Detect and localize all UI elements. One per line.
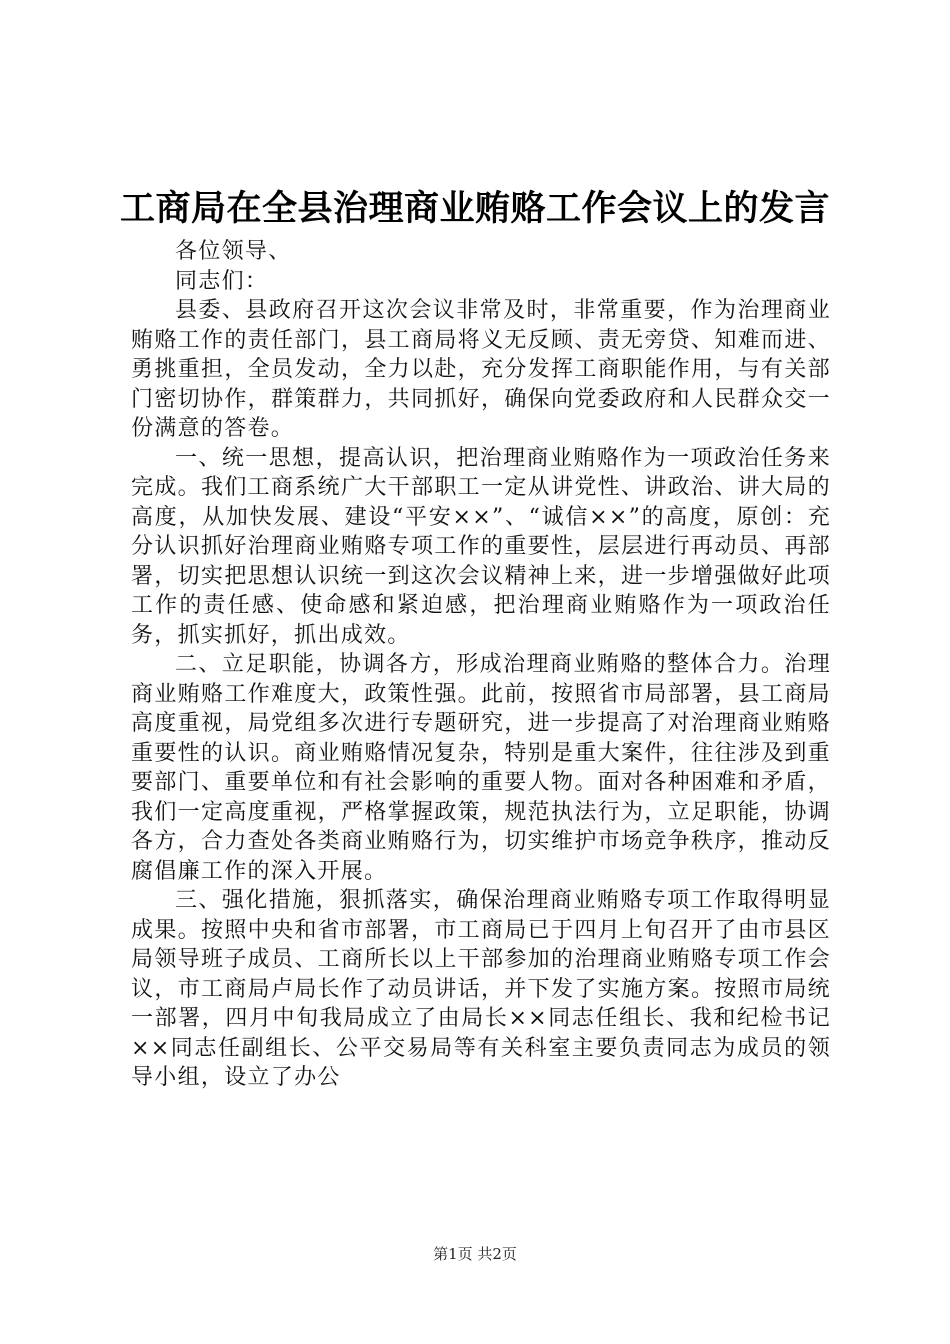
paragraph-section-1: 一、统一思想，提高认识，把治理商业贿赂作为一项政治任务来完成。我们工商系统广大干部职工一定从讲党性、讲政治、讲大局的高度，从加快发展、建设“平安××”、“诚信××”的高度，原创：充分认识抓好治理商业贿赂专项工作的重要性，层层进行再动员、再部署，切实把思想认识统一到这次会议精神上来，进一步增强做好此项工作的责任感、使命感和紧迫感，把治理商业贿赂作为一项政治任务，抓实抓好，抓出成效。: [131, 445, 831, 648]
document-body: [131, 237, 831, 1093]
page-number-footer: 第1页 共2页: [433, 1245, 517, 1263]
greeting-line: 同志们：: [175, 268, 269, 294]
greeting-line: 各位领导、: [175, 239, 292, 264]
paragraph-intro: 县委、县政府召开这次会议非常及时，非常重要，作为治理商业贿赂工作的责任部门，县工商局将义无反顾、责无旁贷、知难而进、勇挑重担，全员发动，全力以赴，充分发挥工商职能作用，与有关部门密切协作，群策群力，共同抓好，确保向党委政府和人民群众交一份满意的答卷。: [131, 298, 831, 441]
paragraph-section-3: 三、强化措施，狠抓落实，确保治理商业贿赂专项工作取得明显成果。按照中央和省市部署，市工商局已于四月上旬召开了由市县区局领导班子成员、工商所长以上干部参加的治理商业贿赂专项工作会议，市工商局卢局长作了动员讲话，并下发了实施方案。按照市局统一部署，四月中旬我局成立了由局长××同志任组长、我和纪检书记××同志任副组长、公平交易局等有关科室主要负责同志为成员的领导小组，设立了办公: [131, 888, 831, 1090]
document-title: 工商局在全县治理商业贿赂工作会议上的发言: [119, 189, 830, 229]
paragraph-section-2: 二、立足职能，协调各方，形成治理商业贿赂的整体合力。治理商业贿赂工作难度大，政策性强。此前，按照省市局部署，县工商局高度重视，局党组多次进行专题研究，进一步提高了对治理商业贿赂重要性的认识。商业贿赂情况复杂，特别是重大案件，往往涉及到重要部门、重要单位和有社会影响的重要人物。面对各种困难和矛盾，我们一定高度重视，严格掌握政策，规范执法行为，立足职能，协调各方，合力查处各类商业贿赂行为，切实维护市场竞争秩序，推动反腐倡廉工作的深入开展。: [131, 652, 831, 884]
